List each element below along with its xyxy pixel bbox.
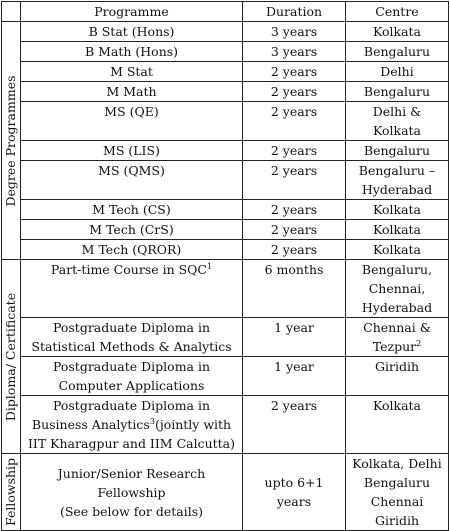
duration-cell: 2 years — [243, 161, 346, 200]
duration-cell: 6 months — [243, 260, 346, 318]
duration-cell: 2 years — [243, 220, 346, 240]
programme-cell — [21, 454, 243, 531]
centre-line: Chennai & — [363, 320, 431, 335]
programme-cell: M Tech (CS) — [21, 200, 243, 220]
programme-cell — [21, 396, 243, 454]
centre-line — [349, 337, 445, 356]
footnote-marker: 3 — [149, 417, 155, 426]
centre-cell — [346, 161, 449, 200]
table-row — [2, 42, 449, 62]
programme-line: Postgraduate Diploma in — [52, 398, 211, 413]
programme-line: Computer Applications — [58, 378, 205, 393]
centre-line: Giridih — [374, 513, 419, 528]
table-row — [2, 102, 449, 141]
duration-cell: 1 year — [243, 318, 346, 357]
duration-cell: 3 years — [243, 42, 346, 62]
centre-cell: Kolkata — [346, 396, 449, 454]
header-duration: Duration — [243, 2, 346, 22]
centre-line: Kolkata, Delhi — [352, 456, 442, 471]
programme-cell: B Stat (Hons) — [21, 22, 243, 42]
programme-cell: M Tech (QROR) — [21, 240, 243, 260]
duration-cell: 2 years — [243, 62, 346, 82]
header-centre: Centre — [346, 2, 449, 22]
duration-cell: 3 years — [243, 22, 346, 42]
centre-line: Bengaluru — [363, 475, 431, 490]
centre-cell: Bengaluru — [346, 82, 449, 102]
header-programme: Programme — [21, 2, 243, 22]
programme-cell: MS (LIS) — [21, 141, 243, 161]
programme-line — [24, 415, 239, 434]
centre-cell: Delhi & Kolkata — [346, 102, 449, 141]
duration-cell: 2 years — [243, 240, 346, 260]
centre-cell: Bengaluru — [346, 42, 449, 62]
table-header-row — [2, 2, 449, 22]
group-label-diploma — [2, 260, 21, 454]
centre-cell — [346, 318, 449, 357]
centre-line: Hyderabad — [361, 300, 433, 315]
duration-cell: upto 6+1 years — [243, 454, 346, 531]
table-row — [2, 454, 449, 531]
table-row — [2, 82, 449, 102]
programme-cell: MS (QE) — [21, 102, 243, 141]
table-row — [2, 396, 449, 454]
centre-cell: Kolkata — [346, 22, 449, 42]
centre-line: Chennai — [370, 494, 424, 509]
footnote-marker: 2 — [416, 339, 422, 348]
centre-cell: Bengaluru — [346, 141, 449, 161]
group-label-fellowship — [2, 454, 21, 531]
table-row — [2, 357, 449, 396]
group-label-degree — [2, 22, 21, 260]
duration-cell: 1 year — [243, 357, 346, 396]
programme-line: Postgraduate Diploma in — [52, 359, 211, 374]
programme-line: Postgraduate Diploma in — [52, 320, 211, 335]
table-row — [2, 240, 449, 260]
group-degree-text: Degree Programmes — [3, 74, 18, 207]
group-fellowship-text: Fellowship — [3, 457, 18, 527]
centre-cell — [346, 454, 449, 531]
table-row — [2, 220, 449, 240]
centre-line: Bengaluru – — [358, 163, 436, 178]
centre-line: Bengaluru, Chennai, — [361, 262, 433, 296]
centre-text: Tezpur — [372, 339, 417, 354]
duration-cell: 2 years — [243, 396, 346, 454]
programme-line: (See below for details) — [59, 503, 204, 519]
duration-cell: 2 years — [243, 82, 346, 102]
programme-cell: M Tech (CrS) — [21, 220, 243, 240]
centre-line: Hyderabad — [361, 182, 433, 197]
centre-cell — [346, 260, 449, 318]
programme-cell — [21, 357, 243, 396]
programme-text: (jointly with — [154, 417, 232, 432]
duration-cell: 2 years — [243, 141, 346, 161]
table-row — [2, 62, 449, 82]
programme-cell: B Math (Hons) — [21, 42, 243, 62]
centre-cell: Kolkata — [346, 220, 449, 240]
centre-cell: Giridih — [346, 357, 449, 396]
programmes-table — [1, 1, 449, 531]
programme-text: Part-time Course in SQC — [50, 262, 207, 277]
table-row — [2, 318, 449, 357]
centre-cell: Kolkata — [346, 200, 449, 220]
header-blank — [2, 2, 21, 22]
duration-cell: 2 years — [243, 200, 346, 220]
duration-cell: 2 years — [243, 102, 346, 141]
group-diploma-text: Diploma/ Certificate — [3, 292, 18, 421]
table-row — [2, 141, 449, 161]
programme-cell: M Stat — [21, 62, 243, 82]
table-row — [2, 260, 449, 318]
programme-text: Business Analytics — [31, 417, 150, 432]
programme-cell: M Math — [21, 82, 243, 102]
programme-cell: MS (QMS) — [21, 161, 243, 200]
programme-line: Statistical Methods & Analytics — [31, 339, 232, 354]
centre-cell: Kolkata — [346, 240, 449, 260]
programme-cell — [21, 318, 243, 357]
footnote-marker: 1 — [206, 262, 213, 271]
programme-cell — [21, 260, 243, 318]
programme-line: IIT Kharagpur and IIM Calcutta) — [27, 436, 236, 451]
table-row — [2, 22, 449, 42]
table-row — [2, 200, 449, 220]
centre-cell: Delhi — [346, 62, 449, 82]
programme-line: Junior/Senior Research Fellowship — [57, 465, 206, 500]
table-row — [2, 161, 449, 200]
